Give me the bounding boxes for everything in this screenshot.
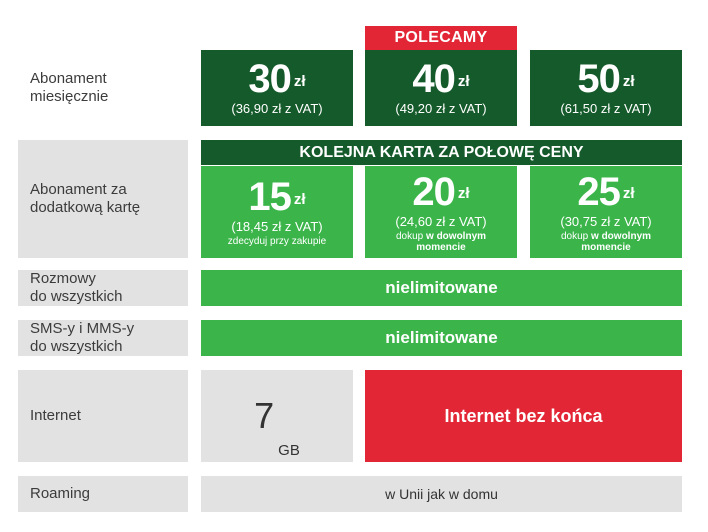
plan-price-vat: (36,90 zł z VAT) [231,101,323,116]
extra-plan-note-line2: momencie [581,241,631,253]
row-label-roaming [18,476,188,512]
plan-card-30[interactable] [201,50,353,126]
internet-gb-unit: GB [278,442,300,459]
calls-value: nielimitowane [201,270,682,306]
row-label-sms-line1: SMS-y i MMS-y [30,320,135,337]
extra-plan-price-value: 20 [412,169,455,214]
row-label-calls [18,270,188,306]
internet-unlimited-cell: Internet bez końca [365,370,682,462]
plan-price-currency: zł [457,72,470,90]
internet-gb-cell [201,370,353,462]
row-label-calls-line2: do wszystkich [30,288,123,305]
extra-plan-price-value: 15 [248,175,291,219]
row-label-monthly-line2: miesięcznie [30,88,109,105]
row-label-roaming-text: Roaming [30,485,91,502]
extra-plan-note [561,231,651,253]
sms-value: nielimitowane [201,320,682,356]
plan-price-value: 50 [577,57,620,101]
extra-plan-note-line2: momencie [416,241,466,253]
extra-plan-price-currency: zł [457,185,470,202]
row-label-extra-card-line2: dodatkową kartę [30,199,141,216]
row-label-calls-line1: Rozmowy [30,270,96,287]
roaming-value: w Unii jak w domu [201,476,682,512]
extra-plan-note-bold: w dowolnym [426,230,487,242]
half-price-banner: KOLEJNA KARTA ZA POŁOWĘ CENY [201,140,682,165]
extra-plan-card-25[interactable] [530,166,682,258]
extra-plan-note [228,236,326,247]
extra-plan-price [248,177,305,217]
plan-card-50[interactable] [530,50,682,126]
extra-plan-price [577,169,635,214]
plan-price-currency: zł [293,72,306,90]
row-label-internet-text: Internet [30,407,81,424]
extra-plan-price-currency: zł [293,190,306,208]
row-label-sms [18,320,188,356]
internet-gb-value: 7 [254,395,275,436]
plan-price [577,59,634,99]
extra-plan-price-vat: (18,45 zł z VAT) [231,219,323,234]
plan-price-currency: zł [622,72,635,90]
row-label-internet [18,370,188,462]
row-label-extra-card [18,140,188,258]
plan-card-40[interactable] [365,50,517,126]
extra-plan-note-bold: w dowolnym [591,230,652,242]
extra-plan-price-currency: zł [622,185,635,202]
plan-price [412,59,469,99]
plan-price-vat: (49,20 zł z VAT) [395,101,487,116]
extra-plan-note-text: zdecyduj przy zakupie [227,236,327,247]
extra-plan-price [412,169,470,214]
row-label-extra-card-line1: Abonament za [30,181,127,198]
recommend-badge: POLECAMY [365,26,517,50]
extra-plan-note-text: dokup [560,230,592,242]
extra-plan-note-text: dokup [395,230,427,242]
extra-plan-card-20[interactable] [365,166,517,258]
extra-plan-price-value: 25 [577,169,620,214]
row-label-monthly-line1: Abonament [30,70,107,87]
extra-plan-price-vat: (24,60 zł z VAT) [395,213,487,229]
plan-price-vat: (61,50 zł z VAT) [560,101,652,116]
extra-plan-price-vat: (30,75 zł z VAT) [560,213,652,229]
plan-price-value: 40 [412,57,455,101]
extra-plan-note [396,231,486,253]
plan-price [248,59,305,99]
row-label-monthly [18,50,188,126]
plan-price-value: 30 [248,57,291,101]
extra-plan-card-15[interactable] [201,166,353,258]
row-label-sms-line2: do wszystkich [30,338,123,355]
